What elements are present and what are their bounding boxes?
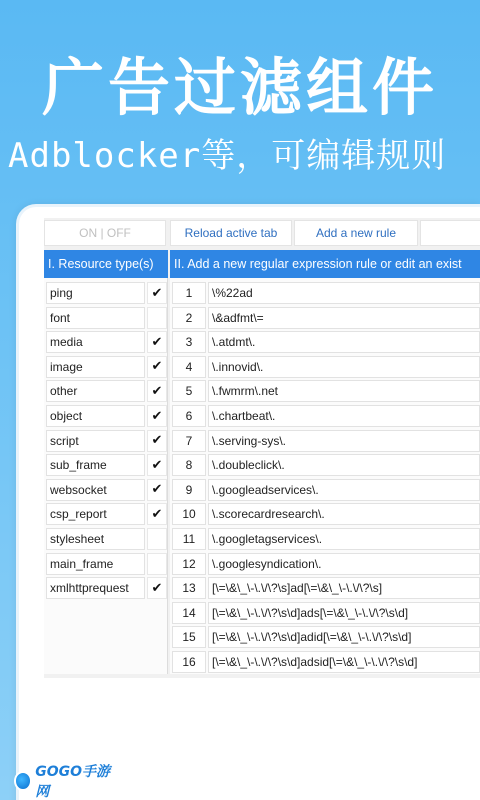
- resource-type-row[interactable]: [46, 380, 166, 402]
- rule-pattern-field[interactable]: [\=\&\_\-\.\/\?\s\d]ads[\=\&\_\-\.\/\?\s\d]: [208, 602, 480, 624]
- reload-tab-button[interactable]: Reload active tab: [170, 220, 292, 246]
- rule-pattern-field[interactable]: [\=\&\_\-\.\/\?\s\d]adsid[\=\&\_\-\.\/\?\s\d]: [208, 651, 480, 673]
- toolbar: [44, 220, 480, 246]
- rule-number: 1: [172, 282, 206, 304]
- resource-type-checkbox[interactable]: [147, 503, 167, 525]
- rule-number: 16: [172, 651, 206, 673]
- rule-pattern-field[interactable]: \.chartbeat\.: [208, 405, 480, 427]
- rule-pattern-field[interactable]: \.innovid\.: [208, 356, 480, 378]
- rule-row[interactable]: [172, 282, 480, 304]
- rule-row[interactable]: [172, 307, 480, 329]
- resource-type-row[interactable]: [46, 503, 166, 525]
- resource-type-checkbox[interactable]: [147, 405, 167, 427]
- rules-header: II. Add a new regular expression rule or edit an exist: [170, 250, 480, 278]
- toolbar-overflow-button[interactable]: [420, 220, 480, 246]
- rule-pattern-field[interactable]: \%22ad: [208, 282, 480, 304]
- rule-number: 4: [172, 356, 206, 378]
- resource-type-row[interactable]: [46, 307, 166, 329]
- add-rule-button[interactable]: Add a new rule: [294, 220, 418, 246]
- checkmark-icon: ✔: [151, 359, 163, 375]
- rule-row[interactable]: [172, 430, 480, 452]
- rule-row[interactable]: [172, 528, 480, 550]
- resource-type-name: websocket: [46, 479, 145, 501]
- resource-type-list: [44, 278, 168, 674]
- rule-row[interactable]: [172, 503, 480, 525]
- resource-type-checkbox[interactable]: [147, 454, 167, 476]
- rule-row[interactable]: [172, 577, 480, 599]
- checkmark-icon: ✔: [151, 408, 163, 424]
- checkmark-icon: ✔: [151, 457, 163, 473]
- rule-pattern-field[interactable]: [\=\&\_\-\.\/\?\s\d]adid[\=\&\_\-\.\/\?\s\d]: [208, 626, 480, 648]
- resource-type-row[interactable]: [46, 405, 166, 427]
- watermark-logo: [14, 764, 114, 800]
- resource-type-name: stylesheet: [46, 528, 145, 550]
- rule-pattern-field[interactable]: \.atdmt\.: [208, 331, 480, 353]
- resource-type-name: sub_frame: [46, 454, 145, 476]
- resource-type-checkbox[interactable]: [147, 577, 167, 599]
- resource-type-row[interactable]: [46, 356, 166, 378]
- resource-type-name: object: [46, 405, 145, 427]
- resource-type-checkbox[interactable]: [147, 528, 167, 550]
- resource-type-name: main_frame: [46, 553, 145, 575]
- rule-row[interactable]: [172, 331, 480, 353]
- rule-pattern-field[interactable]: \.scorecardresearch\.: [208, 503, 480, 525]
- resource-type-name: other: [46, 380, 145, 402]
- rule-pattern-field[interactable]: \.fwmrm\.net: [208, 380, 480, 402]
- rule-pattern-field[interactable]: \.googlesyndication\.: [208, 553, 480, 575]
- watermark-text: GOGO手游网: [35, 764, 110, 800]
- resource-type-checkbox[interactable]: [147, 430, 167, 452]
- resource-type-name: script: [46, 430, 145, 452]
- resource-type-checkbox[interactable]: [147, 553, 167, 575]
- rule-number: 15: [172, 626, 206, 648]
- resource-type-row[interactable]: [46, 553, 166, 575]
- rule-number: 12: [172, 553, 206, 575]
- resource-type-name: ping: [46, 282, 145, 304]
- promo-subline: Adblocker等，可编辑规则: [8, 136, 447, 176]
- on-off-toggle[interactable]: ON | OFF: [44, 220, 166, 246]
- resource-type-checkbox[interactable]: [147, 356, 167, 378]
- checkmark-icon: ✔: [151, 433, 163, 449]
- checkmark-icon: ✔: [151, 506, 163, 522]
- rule-row[interactable]: [172, 553, 480, 575]
- resource-type-row[interactable]: [46, 528, 166, 550]
- rule-pattern-field[interactable]: \&adfmt\=: [208, 307, 480, 329]
- rule-number: 3: [172, 331, 206, 353]
- resource-type-row[interactable]: [46, 577, 166, 599]
- resource-type-name: csp_report: [46, 503, 145, 525]
- resource-type-checkbox[interactable]: [147, 380, 167, 402]
- resource-type-checkbox[interactable]: [147, 307, 167, 329]
- rule-number: 13: [172, 577, 206, 599]
- rule-row[interactable]: [172, 479, 480, 501]
- rule-row[interactable]: [172, 651, 480, 673]
- resource-type-name: media: [46, 331, 145, 353]
- rule-number: 8: [172, 454, 206, 476]
- rule-number: 10: [172, 503, 206, 525]
- rule-pattern-field[interactable]: \.serving-sys\.: [208, 430, 480, 452]
- checkmark-icon: ✔: [151, 285, 163, 301]
- rule-row[interactable]: [172, 602, 480, 624]
- resource-type-checkbox[interactable]: [147, 331, 167, 353]
- rule-number: 11: [172, 528, 206, 550]
- rule-row[interactable]: [172, 405, 480, 427]
- rule-number: 7: [172, 430, 206, 452]
- resource-type-row[interactable]: [46, 282, 166, 304]
- rule-row[interactable]: [172, 626, 480, 648]
- rule-row[interactable]: [172, 356, 480, 378]
- rule-row[interactable]: [172, 380, 480, 402]
- rule-list: [170, 278, 480, 674]
- rule-pattern-field[interactable]: \.googletagservices\.: [208, 528, 480, 550]
- resource-type-row[interactable]: [46, 454, 166, 476]
- resource-types-header: I. Resource type(s): [44, 250, 168, 278]
- checkmark-icon: ✔: [151, 334, 163, 350]
- promo-headline: 广告过滤组件: [41, 51, 438, 124]
- rule-pattern-field[interactable]: \.doubleclick\.: [208, 454, 480, 476]
- gogo-logo-icon: [14, 771, 32, 791]
- rule-number: 2: [172, 307, 206, 329]
- checkmark-icon: ✔: [151, 482, 163, 498]
- resource-type-checkbox[interactable]: [147, 479, 167, 501]
- resource-type-name: image: [46, 356, 145, 378]
- resource-type-checkbox[interactable]: [147, 282, 167, 304]
- checkmark-icon: ✔: [151, 580, 163, 596]
- rule-pattern-field[interactable]: \.googleadservices\.: [208, 479, 480, 501]
- rule-number: 6: [172, 405, 206, 427]
- rule-number: 5: [172, 380, 206, 402]
- resource-type-row[interactable]: [46, 430, 166, 452]
- rule-row[interactable]: [172, 454, 480, 476]
- rule-pattern-field[interactable]: [\=\&\_\-\.\/\?\s]ad[\=\&\_\-\.\/\?\s]: [208, 577, 480, 599]
- resource-type-row[interactable]: [46, 479, 166, 501]
- checkmark-icon: ✔: [151, 383, 163, 399]
- rule-number: 14: [172, 602, 206, 624]
- resource-type-name: font: [46, 307, 145, 329]
- resource-type-row[interactable]: [46, 331, 166, 353]
- rule-number: 9: [172, 479, 206, 501]
- resource-type-name: xmlhttprequest: [46, 577, 145, 599]
- app-screen: [44, 218, 480, 678]
